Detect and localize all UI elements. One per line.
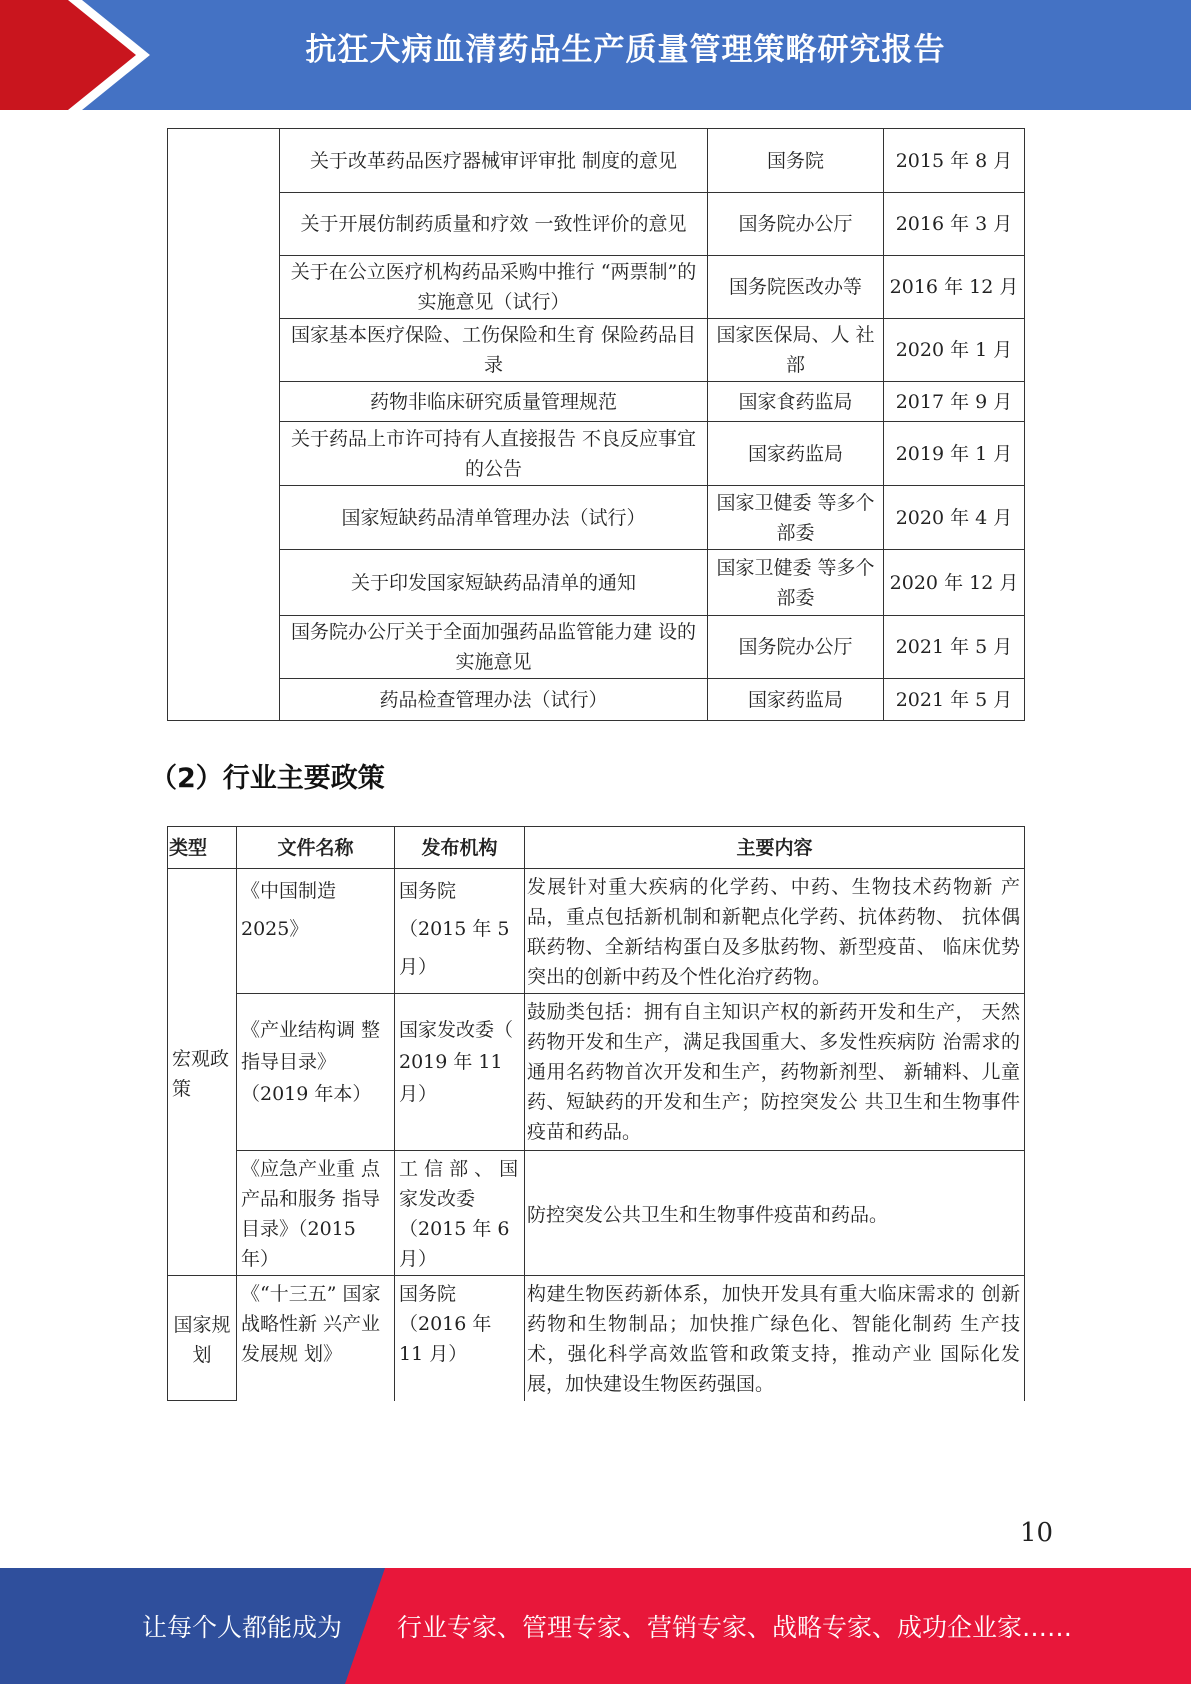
page-number: 10 <box>1020 1518 1054 1548</box>
policy-issuer: 国家卫健委 等多个部委 <box>708 486 884 550</box>
policy-date: 2020 年 12 月 <box>884 550 1025 616</box>
document-issuer: 国务院（2016 年 11 月） <box>395 1276 525 1401</box>
table-row <box>168 256 1025 319</box>
document-issuer: 国家发改委（ 2019 年 11 月） <box>395 994 525 1151</box>
policy-date: 2021 年 5 月 <box>884 616 1025 679</box>
category-cell <box>168 129 280 721</box>
footer-slogan-right: 行业专家、管理专家、营销专家、战略专家、成功企业家…… <box>397 1613 1073 1642</box>
policy-name: 关于印发国家短缺药品清单的通知 <box>280 550 708 616</box>
policy-name: 关于药品上市许可持有人直接报告 不良反应事宜的公告 <box>280 422 708 486</box>
policy-date: 2020 年 1 月 <box>884 319 1025 382</box>
table-row <box>168 319 1025 382</box>
policy-date: 2016 年 12 月 <box>884 256 1025 319</box>
document-content: 构建生物医药新体系，加快开发具有重大临床需求的 创新药物和生物制品；加快推广绿色化、智能化制药 生产技术，强化科学高效监管和政策支持，推动产业 国际化发展，加快建设生物医药强国。 <box>525 1276 1025 1401</box>
policy-table-continued <box>167 128 1025 721</box>
policy-issuer: 国务院医改办等 <box>708 256 884 319</box>
policy-issuer: 国务院 <box>708 129 884 193</box>
table-row <box>168 869 1025 994</box>
document-name: 《“十三五” 国家战略性新 兴产业发展规 划》 <box>237 1276 395 1401</box>
type-cell: 国家规划 <box>168 1276 237 1401</box>
footer-slogan-left: 让每个人都能成为 <box>142 1613 343 1642</box>
policy-date: 2017 年 9 月 <box>884 382 1025 422</box>
policy-name: 国务院办公厅关于全面加强药品监管能力建 设的实施意见 <box>280 616 708 679</box>
policy-issuer: 国务院办公厅 <box>708 193 884 256</box>
header-content: 主要内容 <box>525 827 1025 869</box>
type-cell: 宏观政策 <box>168 869 237 1276</box>
policy-name: 药物非临床研究质量管理规范 <box>280 382 708 422</box>
policy-issuer: 国家药监局 <box>708 679 884 721</box>
policy-date: 2016 年 3 月 <box>884 193 1025 256</box>
policy-date: 2015 年 8 月 <box>884 129 1025 193</box>
document-issuer: 工 信 部 、 国家发改委（2015 年 6 月） <box>395 1151 525 1276</box>
table-row <box>168 550 1025 616</box>
policy-issuer: 国家药监局 <box>708 422 884 486</box>
table-row <box>168 679 1025 721</box>
industry-policy-table <box>167 826 1025 1401</box>
document-name: 《应急产业重 点产品和服务 指导目录》（2015 年） <box>237 1151 395 1276</box>
table-row <box>168 382 1025 422</box>
header-name: 文件名称 <box>237 827 395 869</box>
policy-issuer: 国家食药监局 <box>708 382 884 422</box>
policy-date: 2021 年 5 月 <box>884 679 1025 721</box>
policy-name: 关于开展仿制药质量和疗效 一致性评价的意见 <box>280 193 708 256</box>
document-content: 防控突发公共卫生和生物事件疫苗和药品。 <box>525 1151 1025 1276</box>
policy-name: 关于在公立医疗机构药品采购中推行 “两票制”的实施意见（试行） <box>280 256 708 319</box>
table-row <box>168 1151 1025 1276</box>
table-row <box>168 1276 1025 1401</box>
page-header <box>0 0 1191 110</box>
table-row <box>168 422 1025 486</box>
policy-name: 国家短缺药品清单管理办法（试行） <box>280 486 708 550</box>
table-row <box>168 193 1025 256</box>
table-row <box>168 994 1025 1151</box>
policy-date: 2020 年 4 月 <box>884 486 1025 550</box>
policy-issuer: 国务院办公厅 <box>708 616 884 679</box>
policy-date: 2019 年 1 月 <box>884 422 1025 486</box>
document-content: 鼓励类包括：拥有自主知识产权的新药开发和生产， 天然药物开发和生产，满足我国重大、多发性疾病防 治需求的通用名药物首次开发和生产，药物新剂型、 新辅料、儿童药、短缺药的开发和生产；防控突发公 共卫生和生物事件疫苗和药品。 <box>525 994 1025 1151</box>
section-heading: （2）行业主要政策 <box>150 763 385 794</box>
table-row <box>168 486 1025 550</box>
document-name: 《中国制造2025》 <box>237 869 395 994</box>
header-issuer: 发布机构 <box>395 827 525 869</box>
header-type: 类型 <box>168 827 237 869</box>
policy-issuer: 国家卫健委 等多个部委 <box>708 550 884 616</box>
document-issuer: 国务院（2015 年 5 月） <box>395 869 525 994</box>
document-content: 发展针对重大疾病的化学药、中药、生物技术药物新 产品，重点包括新机制和新靶点化学药、抗体药物、 抗体偶联药物、全新结构蛋白及多肽药物、新型疫苗、 临床优势突出的创新中药及个性化治疗药物。 <box>525 869 1025 994</box>
document-name: 《产业结构调 整指导目录》（2019 年本） <box>237 994 395 1151</box>
report-title: 抗狂犬病血清药品生产质量管理策略研究报告 <box>305 32 946 68</box>
policy-name: 药品检查管理办法（试行） <box>280 679 708 721</box>
policy-name: 国家基本医疗保险、工伤保险和生育 保险药品目录 <box>280 319 708 382</box>
table-row <box>168 616 1025 679</box>
page-footer <box>0 1568 1191 1684</box>
table-header-row <box>168 827 1025 869</box>
policy-name: 关于改革药品医疗器械审评审批 制度的意见 <box>280 129 708 193</box>
table-row <box>168 129 1025 193</box>
policy-issuer: 国家医保局、人 社部 <box>708 319 884 382</box>
